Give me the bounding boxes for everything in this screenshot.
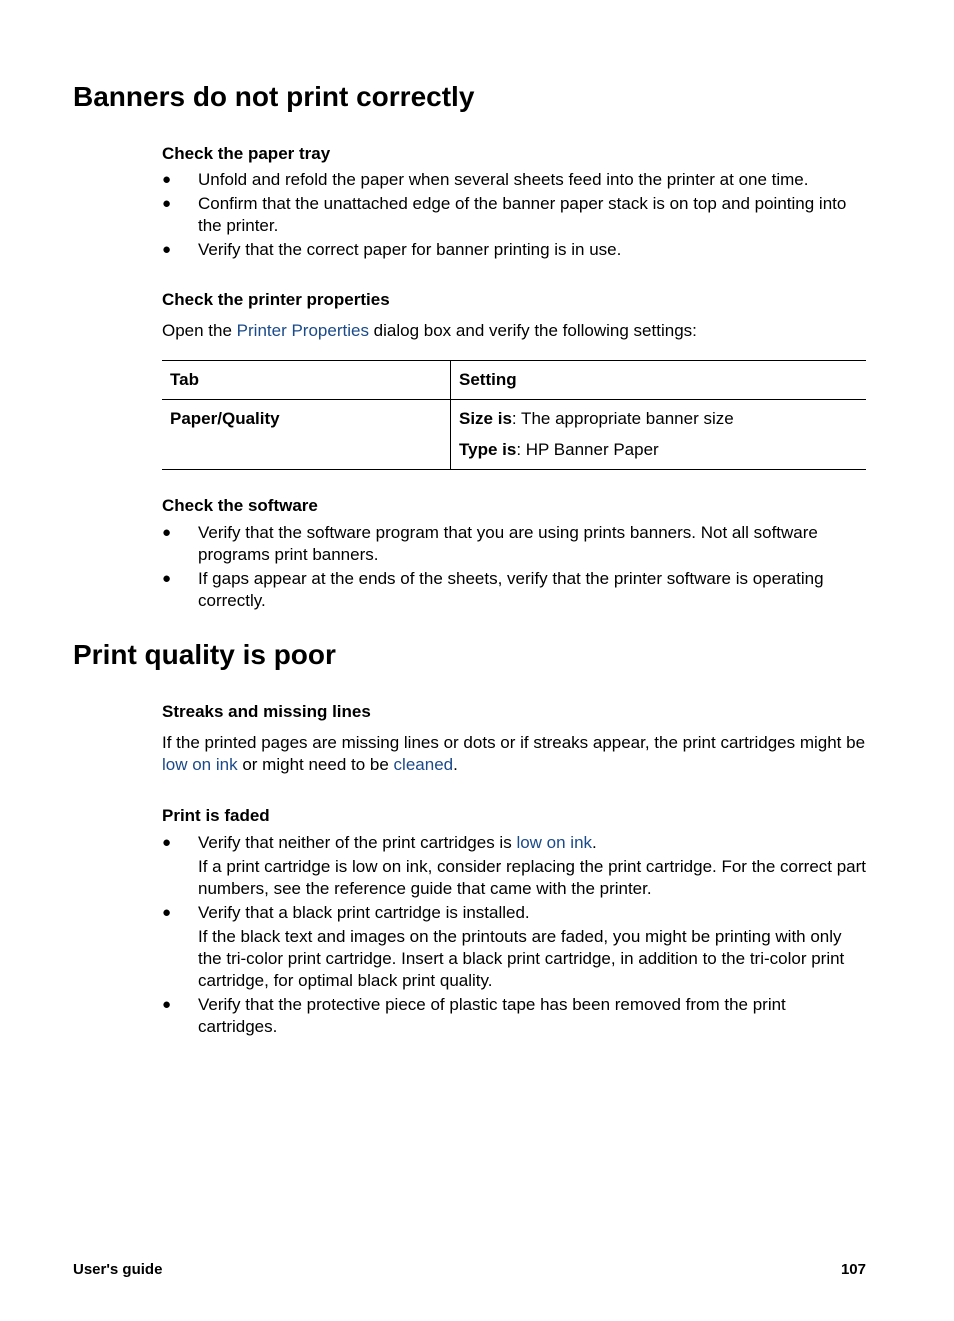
table-row: [162, 400, 866, 470]
list-item: ● Verify that a black print cartridge is installed. If the black text and images on the printouts are faded, you might be printing with only the tri-color print cartridge. Insert a black print cartridge, in addition to the tri-color print cartridge, for optimal black print quality.: [162, 902, 867, 992]
list-item: ● If gaps appear at the ends of the sheets, verify that the printer software is operating correctly.: [162, 569, 824, 610]
section-title-banners: Banners do not print correctly: [73, 81, 475, 112]
list-item: ● Confirm that the unattached edge of the banner paper stack is on top and pointing into the printer.: [162, 194, 847, 235]
low-on-ink-link[interactable]: low on ink: [516, 833, 593, 852]
cleaned-link[interactable]: cleaned: [393, 755, 454, 774]
page-number: 107: [840, 1261, 866, 1278]
list-item-detail: If the black text and images on the printouts are faded, you might be printing with only the tri-color print cartridge. Insert a black print cartridge, in addition to the tri-color print cartridge, for optimal black print quality.: [198, 927, 845, 990]
cell-tab: Paper/Quality: [162, 400, 451, 470]
cell-setting: [451, 400, 867, 470]
bullet-icon: ●: [162, 996, 172, 1013]
table-header-row: [162, 361, 866, 400]
bullet-icon: ●: [162, 524, 172, 541]
heading-printer-properties: Check the printer properties: [162, 290, 390, 309]
list-item: ● Verify that the protective piece of plastic tape has been removed from the print cartridges.: [162, 995, 786, 1036]
printer-properties-intro: Open the Printer Properties dialog box and verify the following settings:: [162, 321, 697, 340]
section-title-print-quality: Print quality is poor: [73, 639, 336, 670]
streaks-paragraph: If the printed pages are missing lines or dots or if streaks appear, the print cartridges might be low on ink or might need to be cleaned.: [162, 733, 866, 774]
heading-streaks: Streaks and missing lines: [162, 702, 371, 721]
list-item-detail: If a print cartridge is low on ink, consider replacing the print cartridge. For the correct part numbers, see the reference guide that came with the printer.: [198, 857, 867, 898]
list-item: ● Verify that the software program that you are using prints banners. Not all software programs print banners.: [162, 523, 818, 564]
heading-check-software: Check the software: [162, 496, 318, 515]
heading-print-faded: Print is faded: [162, 806, 270, 825]
bullet-icon: ●: [162, 195, 172, 212]
column-header-tab: Tab: [162, 361, 451, 400]
bullet-icon: ●: [162, 171, 172, 188]
heading-paper-tray: Check the paper tray: [162, 144, 331, 163]
software-list: [162, 522, 867, 614]
list-item: ● Unfold and refold the paper when several sheets feed into the printer at one time.: [162, 170, 809, 189]
low-on-ink-link[interactable]: low on ink: [162, 755, 238, 774]
bullet-icon: ●: [162, 904, 172, 921]
bullet-icon: ●: [162, 834, 172, 851]
paper-tray-list: [162, 169, 867, 263]
column-header-setting: Setting: [451, 361, 867, 400]
settings-table: [162, 360, 866, 470]
footer-label: User's guide: [73, 1261, 163, 1278]
setting-size: Size is: The appropriate banner size: [459, 409, 734, 428]
setting-type: Type is: HP Banner Paper: [459, 440, 659, 459]
list-item: ● Verify that the correct paper for banner printing is in use.: [162, 240, 622, 259]
bullet-icon: ●: [162, 241, 172, 258]
list-item: ● Verify that neither of the print cartridges is low on ink. If a print cartridge is low on ink, consider replacing the print cartridge. For the correct part numbers, see the reference guide that came with the printer.: [162, 833, 867, 898]
printer-properties-link[interactable]: Printer Properties: [236, 321, 369, 340]
faded-list: [162, 832, 867, 1040]
bullet-icon: ●: [162, 570, 172, 587]
